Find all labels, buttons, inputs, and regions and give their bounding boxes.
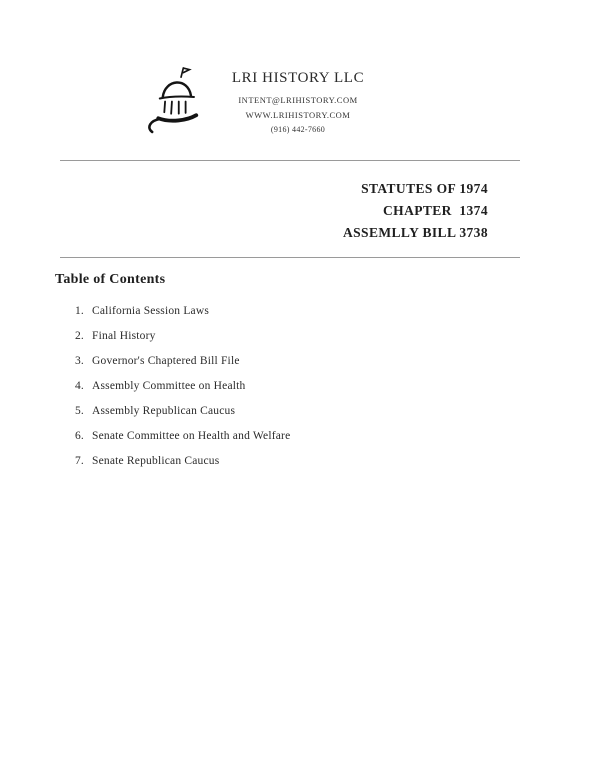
chapter-line: CHAPTER 1374 bbox=[383, 203, 488, 218]
statutes-line: STATUTES OF 1974 bbox=[361, 181, 488, 196]
toc-item-number: 3. bbox=[74, 355, 84, 367]
toc-title: Table of Contents bbox=[55, 272, 166, 287]
letterhead bbox=[213, 70, 383, 134]
toc-item-label: California Session Laws bbox=[92, 305, 210, 317]
website-line: WWW.LRIHISTORY.COM bbox=[245, 110, 351, 120]
toc-item-label: Assembly Republican Caucus bbox=[92, 405, 236, 417]
toc-item-number: 1. bbox=[74, 305, 84, 317]
toc-item bbox=[68, 430, 488, 455]
company-name: LRI HISTORY LLC bbox=[231, 70, 365, 86]
toc-item-number: 6. bbox=[74, 430, 84, 442]
toc-item-label: Senate Republican Caucus bbox=[92, 455, 220, 467]
toc-item bbox=[68, 330, 488, 355]
toc-item-number: 5. bbox=[74, 405, 84, 417]
toc-item bbox=[68, 405, 488, 430]
email-line: INTENT@LRIHISTORY.COM bbox=[238, 95, 358, 105]
toc-item-number: 7. bbox=[74, 455, 84, 467]
toc-item bbox=[68, 355, 488, 380]
toc-item-label: Final History bbox=[92, 330, 156, 342]
phone-line: (916) 442-7660 bbox=[270, 125, 326, 134]
assembly-bill-line: ASSEMLLY BILL 3738 bbox=[342, 225, 488, 240]
divider-bottom bbox=[60, 257, 520, 258]
toc-item-number: 4. bbox=[74, 380, 84, 392]
divider-top bbox=[60, 160, 520, 161]
toc-item-number: 2. bbox=[74, 330, 84, 342]
toc-item bbox=[68, 380, 488, 405]
toc-item-label: Assembly Committee on Health bbox=[92, 380, 246, 392]
toc-item bbox=[68, 455, 488, 480]
toc-item-label: Senate Committee on Health and Welfare bbox=[92, 430, 291, 442]
toc-item-label: Governor's Chaptered Bill File bbox=[92, 355, 240, 367]
bill-reference-block bbox=[343, 178, 488, 244]
toc-list bbox=[68, 305, 488, 480]
toc-item bbox=[68, 305, 488, 330]
capitol-dome-logo-icon bbox=[140, 60, 216, 140]
